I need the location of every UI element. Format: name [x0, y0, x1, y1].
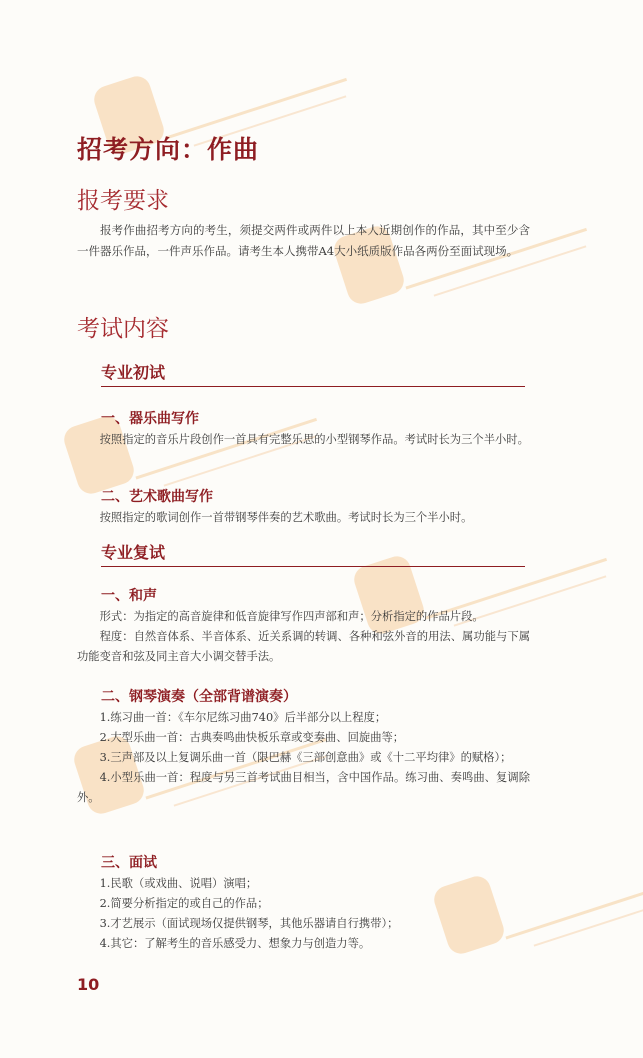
item-line: 程度：自然音体系、半音体系、近关系调的转调、各种和弦外音的用法、属功能与下属功能变音和弦及同主音大小调交替手法。 [77, 630, 530, 663]
item-line: 4.小型乐曲一首：程度与另三首考试曲目相当，含中国作品。练习曲、奏鸣曲、复调除外。 [77, 771, 530, 804]
item-line: 4.其它：了解考生的音乐感受力、想象力与创造力等。 [99, 937, 371, 950]
item-heading: 二、艺术歌曲写作 [101, 489, 213, 505]
section-preliminary [101, 360, 525, 387]
item-line: 3.三声部及以上复调乐曲一首（限巴赫《三部创意曲》或《十二平均律》的赋格）； [99, 751, 512, 764]
item-heading: 三、面试 [101, 855, 157, 871]
requirements-heading: 报考要求 [77, 188, 169, 214]
page-title: 招考方向：作曲 [77, 135, 260, 164]
item-line: 3.才艺展示（面试现场仅提供钢琴，其他乐器请自行携带）； [99, 917, 399, 930]
requirements-text: 报考作曲招考方向的考生，须提交两件或两件以上本人近期创作的作品，其中至少含一件器乐作品，一件声乐作品。请考生本人携带A4大小纸质版作品各两份至面试现场。 [77, 223, 530, 258]
item-body [77, 430, 530, 450]
item-heading: 一、和声 [101, 588, 157, 604]
section-preliminary-label: 专业初试 [101, 363, 166, 382]
item-line: 1.练习曲一首：《车尔尼练习曲740》后半部分以上程度； [99, 711, 387, 724]
item-line: 2.简要分析指定的或自己的作品； [99, 897, 269, 910]
item-body [77, 607, 530, 667]
item-line: 2.大型乐曲一首：古典奏鸣曲快板乐章或变奏曲、回旋曲等； [99, 731, 405, 744]
section-retest-label: 专业复试 [101, 543, 166, 562]
item-body [77, 708, 530, 808]
item-line: 形式：为指定的高音旋律和低音旋律写作四声部和声；分析指定的作品片段。 [99, 610, 484, 623]
item-line: 1.民歌（或戏曲、说唱）演唱； [99, 877, 258, 890]
page-number: 10 [77, 975, 100, 994]
item-heading: 二、钢琴演奏（全部背谱演奏） [101, 689, 297, 705]
item-line: 按照指定的音乐片段创作一首具有完整乐思的小型钢琴作品。考试时长为三个半小时。 [99, 433, 529, 446]
content-heading: 考试内容 [77, 316, 169, 342]
item-body [77, 508, 530, 528]
section-retest [101, 540, 525, 567]
item-heading: 一、器乐曲写作 [101, 411, 199, 427]
item-body [77, 874, 530, 954]
item-line: 按照指定的歌词创作一首带钢琴伴奏的艺术歌曲。考试时长为三个半小时。 [99, 511, 473, 524]
